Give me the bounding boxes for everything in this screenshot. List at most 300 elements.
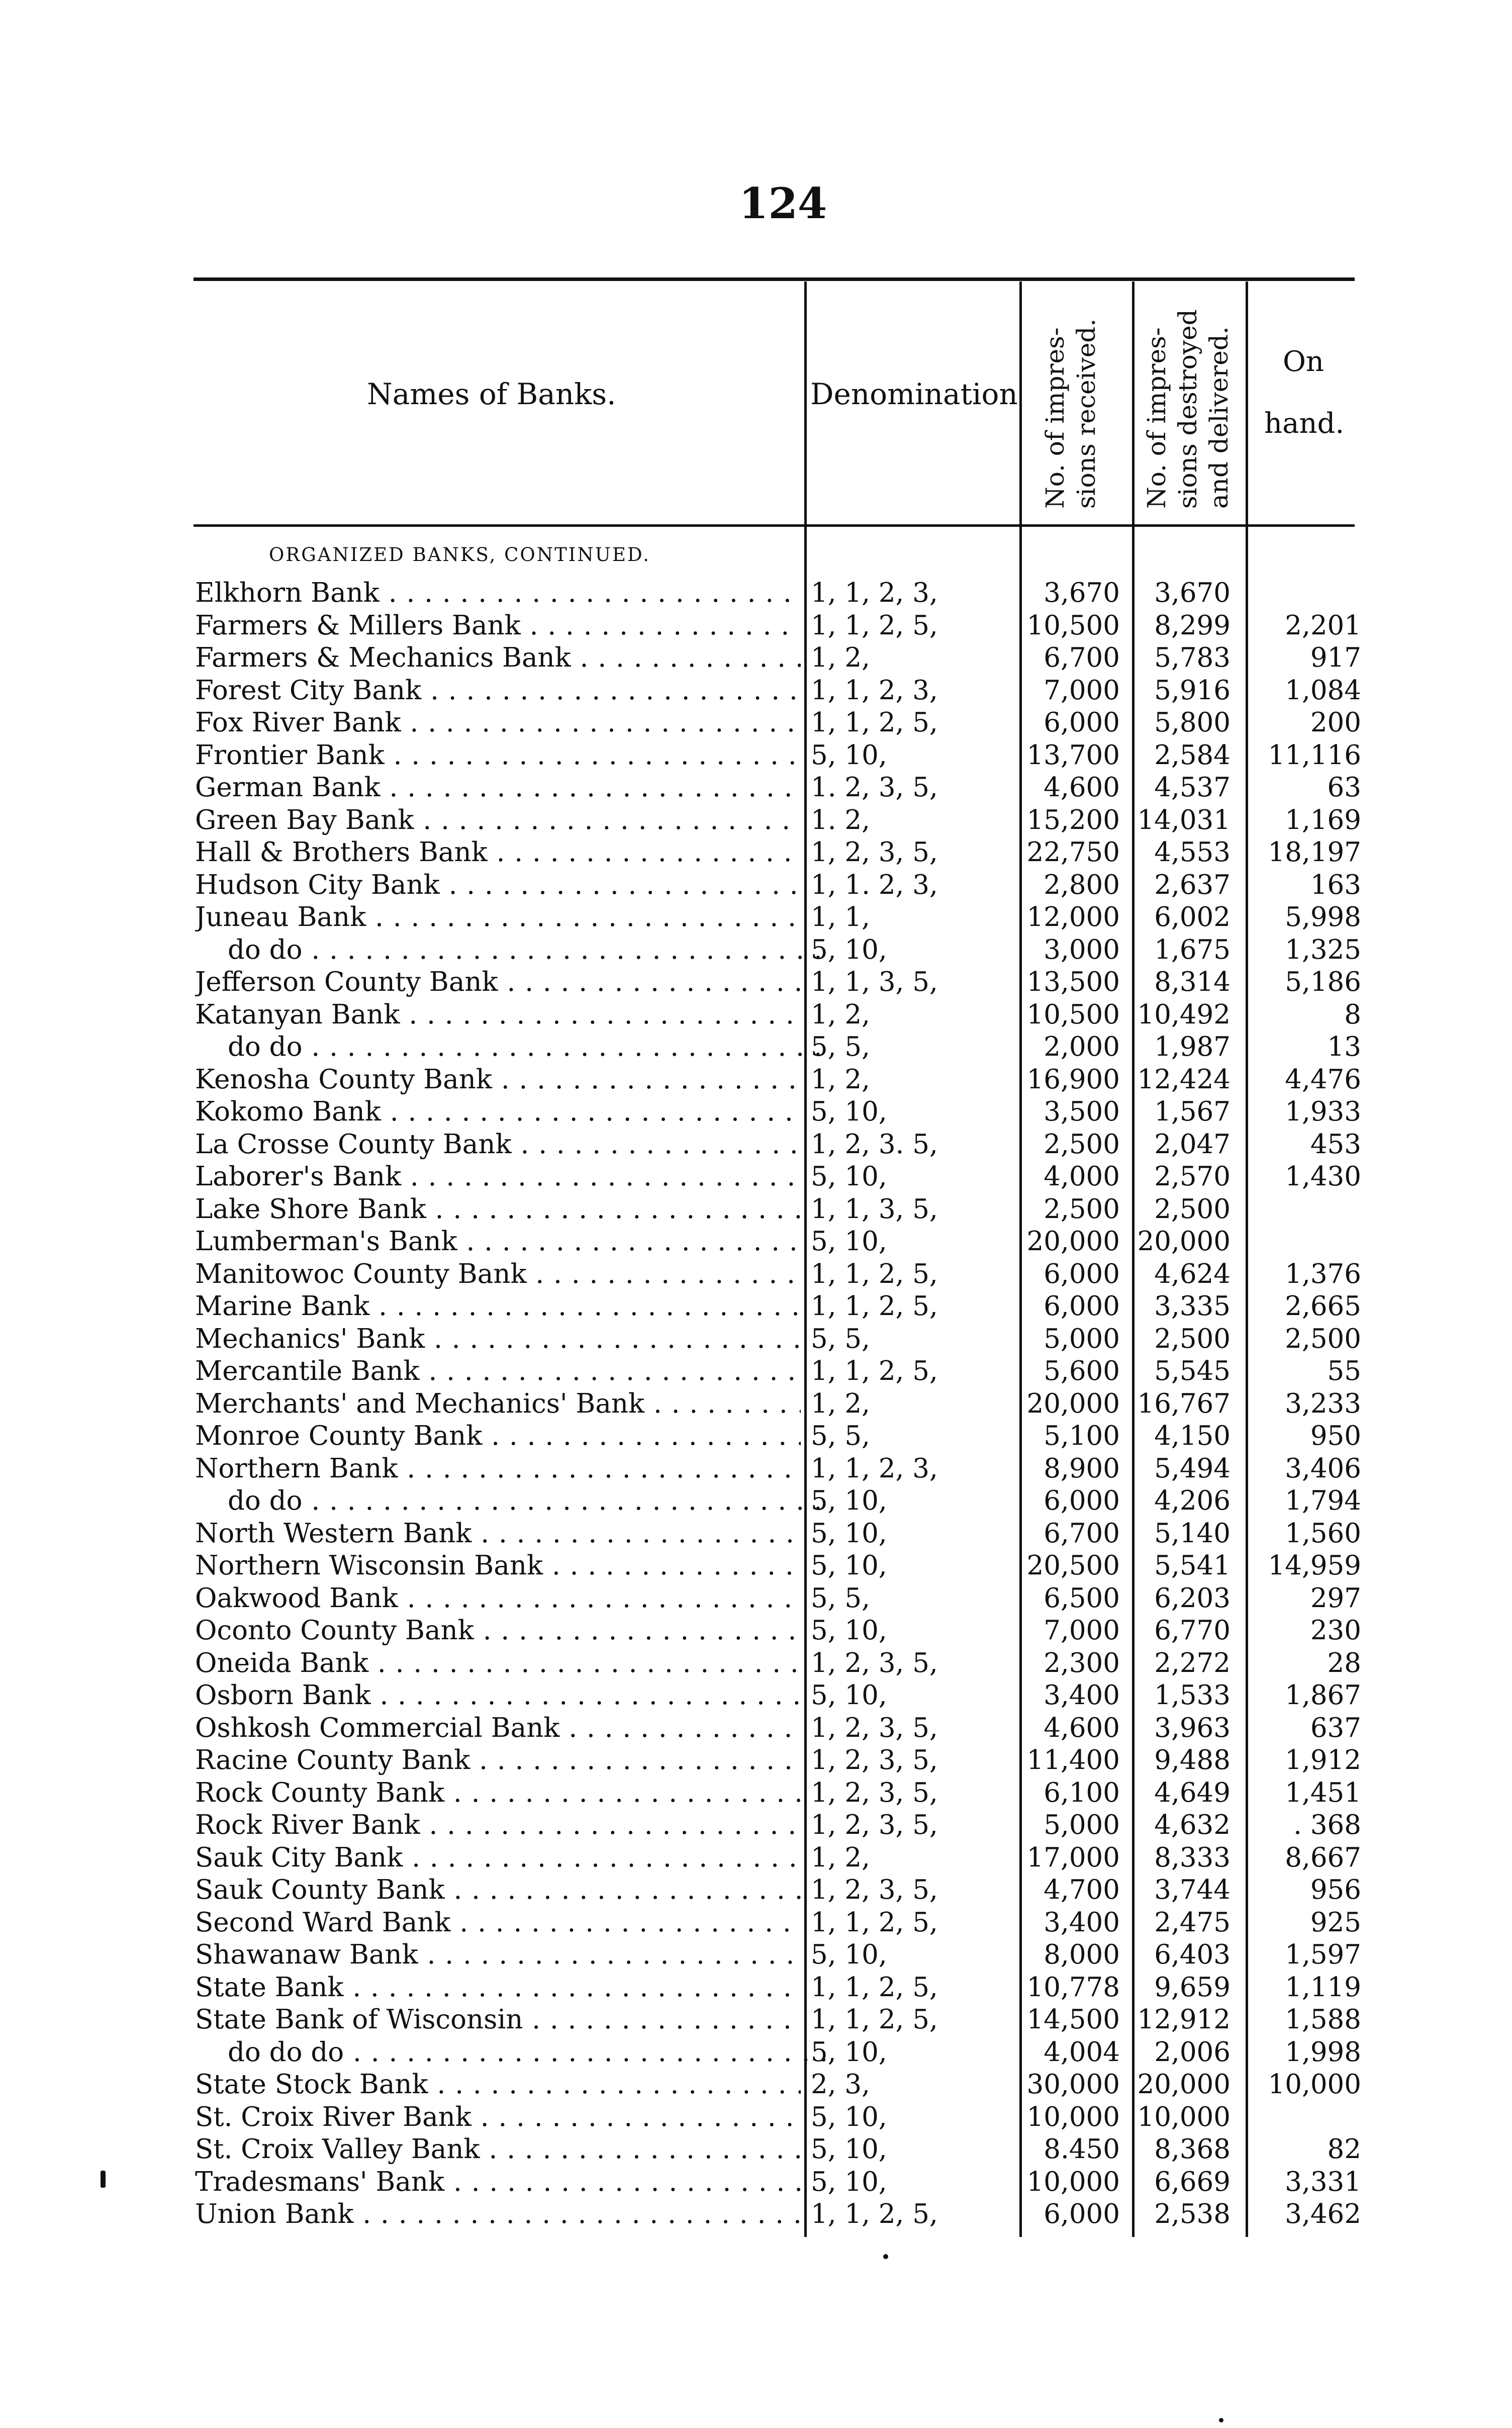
top-rule xyxy=(194,277,1355,281)
bank-name: German Bank . . . xyxy=(195,772,801,804)
received-cell: 5,000 xyxy=(1044,1323,1120,1354)
table-row xyxy=(195,1518,1361,1550)
on-hand-cell: 1,169 xyxy=(1285,804,1361,835)
denomination-cell: 1, 1, 2, 5, xyxy=(811,2004,938,2035)
denomination-cell: 1, 1, 2, 3, xyxy=(811,675,938,706)
table-row xyxy=(195,1615,1361,1647)
bank-name: do do do . . . xyxy=(195,2036,833,2069)
on-hand-cell: 13 xyxy=(1327,1032,1361,1062)
on-hand-cell: 1,597 xyxy=(1285,1939,1361,1970)
table-row xyxy=(195,2133,1361,2166)
bank-name: Juneau Bank . . . xyxy=(195,901,801,933)
denomination-cell: 5, 10, xyxy=(811,1485,887,1516)
received-cell: 3,400 xyxy=(1044,1680,1120,1711)
destroyed-cell: 2,047 xyxy=(1154,1129,1231,1160)
denomination-cell: 1, 1, 2, 3, xyxy=(811,1453,938,1484)
table-row xyxy=(195,1647,1361,1680)
received-cell: 17,000 xyxy=(1026,1842,1120,1873)
bank-name: Fox River Bank . . . xyxy=(195,707,801,739)
table-row xyxy=(195,1842,1361,1875)
bank-name: Manitowoc County Bank . . . xyxy=(195,1258,801,1290)
on-hand-cell: 200 xyxy=(1310,707,1361,738)
table-row xyxy=(195,1744,1361,1777)
bank-name: Mercantile Bank . . . xyxy=(195,1355,801,1387)
on-hand-cell: 917 xyxy=(1310,642,1361,673)
bank-name: Laborer's Bank . . . xyxy=(195,1161,801,1193)
bank-name: Mechanics' Bank . . . xyxy=(195,1323,801,1355)
destroyed-cell: 2,637 xyxy=(1154,869,1231,900)
denomination-cell: 1, 1, 2, 5, xyxy=(811,1972,938,2003)
denomination-cell: 1, 1, xyxy=(811,902,870,932)
header-rule xyxy=(194,524,1355,527)
denomination-cell: 1, 2, 3, 5, xyxy=(811,1777,938,1808)
header-destroyed-line3: and delivered. xyxy=(1204,326,1234,509)
destroyed-cell: 5,800 xyxy=(1154,707,1231,738)
table-row xyxy=(195,2101,1356,2134)
denomination-cell: 1, 2, 3, 5, xyxy=(811,1647,938,1678)
destroyed-cell: 1,675 xyxy=(1154,934,1231,965)
bank-name: State Bank of Wisconsin . . . xyxy=(195,2004,801,2036)
destroyed-cell: 8,333 xyxy=(1154,1842,1231,1873)
table-row xyxy=(195,707,1361,739)
table-row xyxy=(195,934,1361,967)
table-row xyxy=(195,1453,1361,1485)
on-hand-cell: 3,406 xyxy=(1285,1453,1361,1484)
denomination-cell: 1, 1, 2, 5, xyxy=(811,707,938,738)
received-cell: 2,800 xyxy=(1044,869,1120,900)
received-cell: 6,000 xyxy=(1044,1485,1120,1516)
denomination-cell: 1, 1. 2, 3, xyxy=(811,869,938,900)
table-row xyxy=(195,1939,1361,1972)
denomination-cell: 5, 10, xyxy=(811,1550,887,1581)
table-row xyxy=(195,1226,1356,1258)
table-row xyxy=(195,2036,1361,2069)
received-cell: 5,100 xyxy=(1044,1421,1120,1451)
received-cell: 2,300 xyxy=(1044,1647,1120,1678)
table-row xyxy=(195,1031,1361,1064)
on-hand-cell: 8,667 xyxy=(1285,1842,1361,1873)
received-cell: 8,000 xyxy=(1044,1939,1120,1970)
denomination-cell: 1, 2, xyxy=(811,1388,870,1419)
destroyed-cell: 4,624 xyxy=(1154,1258,1231,1289)
header-destroyed-line2: sions destroyed xyxy=(1173,309,1202,509)
received-cell: 5,600 xyxy=(1044,1356,1120,1386)
received-cell: 3,000 xyxy=(1044,934,1120,965)
header-names: Names of Banks. xyxy=(367,377,616,411)
destroyed-cell: 8,299 xyxy=(1154,610,1231,641)
denomination-cell: 1, 1, 2, 5, xyxy=(811,610,938,641)
destroyed-cell: 2,006 xyxy=(1154,2036,1231,2068)
table-row xyxy=(195,869,1361,902)
destroyed-cell: 4,150 xyxy=(1154,1421,1231,1451)
destroyed-cell: 6,002 xyxy=(1154,902,1231,932)
bank-name: State Bank . . . xyxy=(195,1972,801,2004)
received-cell: 6,000 xyxy=(1044,1258,1120,1289)
table-row xyxy=(195,1323,1361,1356)
bank-name: Farmers & Mechanics Bank . . . xyxy=(195,642,801,674)
denomination-cell: 1, 1, 3, 5, xyxy=(811,967,938,997)
on-hand-cell: 453 xyxy=(1310,1129,1361,1160)
bank-name: North Western Bank . . . xyxy=(195,1518,801,1550)
table-row xyxy=(195,1777,1361,1810)
bank-name: Kokomo Bank . . . xyxy=(195,1096,801,1128)
denomination-cell: 5, 10, xyxy=(811,1161,887,1192)
denomination-cell: 5, 5, xyxy=(811,1323,870,1354)
received-cell: 10,778 xyxy=(1026,1972,1120,2003)
denomination-cell: 1, 1, 2, 3, xyxy=(811,578,938,608)
denomination-cell: 1, 2, 3, 5, xyxy=(811,1810,938,1840)
table-row xyxy=(195,2004,1361,2036)
received-cell: 13,500 xyxy=(1026,967,1120,997)
table-row xyxy=(195,1388,1361,1421)
header-denomination: Denomination xyxy=(810,377,1018,411)
bank-name: Sauk County Bank . . . xyxy=(195,1874,801,1906)
destroyed-cell: 2,584 xyxy=(1154,739,1231,771)
header-received xyxy=(1040,319,1102,509)
on-hand-cell: 4,476 xyxy=(1285,1064,1361,1095)
destroyed-cell: 5,140 xyxy=(1154,1518,1231,1549)
print-mark xyxy=(1219,2418,1223,2422)
table-row xyxy=(195,610,1361,642)
table-row xyxy=(195,2198,1361,2231)
on-hand-cell: 925 xyxy=(1310,1907,1361,1938)
destroyed-cell: 5,783 xyxy=(1154,642,1231,673)
denomination-cell: 5, 10, xyxy=(811,2036,887,2068)
bank-name: do do . . . xyxy=(195,1485,833,1517)
on-hand-cell: 1,451 xyxy=(1285,1777,1361,1808)
destroyed-cell: 8,368 xyxy=(1154,2134,1231,2165)
on-hand-cell: 1,560 xyxy=(1285,1518,1361,1549)
denomination-cell: 1, 1, 2, 5, xyxy=(811,1907,938,1938)
received-cell: 8.450 xyxy=(1044,2134,1120,2165)
header-destroyed xyxy=(1141,309,1235,509)
table-row xyxy=(195,772,1361,804)
on-hand-cell: 1,588 xyxy=(1285,2004,1361,2035)
received-cell: 11,400 xyxy=(1026,1745,1120,1776)
denomination-cell: 5, 10, xyxy=(811,1939,887,1970)
on-hand-cell: 1,933 xyxy=(1285,1096,1361,1127)
received-cell: 4,600 xyxy=(1044,772,1120,803)
bank-name: Kenosha County Bank . . . xyxy=(195,1064,801,1096)
table-row xyxy=(195,1712,1361,1745)
on-hand-cell: 18,197 xyxy=(1268,837,1361,868)
received-cell: 4,700 xyxy=(1044,1875,1120,1905)
print-mark xyxy=(883,2254,888,2259)
destroyed-cell: 4,206 xyxy=(1154,1485,1231,1516)
table-row xyxy=(195,2166,1361,2199)
bank-name: Rock County Bank . . . xyxy=(195,1777,801,1809)
header-destroyed-line1: No. of impres- xyxy=(1142,327,1171,509)
on-hand-cell: 637 xyxy=(1310,1712,1361,1743)
denomination-cell: 1, 2, xyxy=(811,1842,870,1873)
destroyed-cell: 16,767 xyxy=(1137,1388,1231,1419)
destroyed-cell: 5,545 xyxy=(1154,1356,1231,1386)
table-row xyxy=(195,1290,1361,1323)
destroyed-cell: 4,632 xyxy=(1154,1810,1231,1840)
bank-name: Oakwood Bank . . . xyxy=(195,1582,801,1615)
on-hand-cell: 1,794 xyxy=(1285,1485,1361,1516)
received-cell: 10,500 xyxy=(1026,999,1120,1030)
destroyed-cell: 5,541 xyxy=(1154,1550,1231,1581)
bank-name: Shawanaw Bank . . . xyxy=(195,1939,801,1971)
table-row xyxy=(195,2069,1361,2101)
on-hand-cell: 1,998 xyxy=(1285,2036,1361,2068)
table-row xyxy=(195,1907,1361,1939)
section-heading: ORGANIZED BANKS, CONTINUED. xyxy=(269,544,651,566)
denomination-cell: 5, 10, xyxy=(811,1226,887,1257)
destroyed-cell: 2,500 xyxy=(1154,1323,1231,1354)
bank-name: Sauk City Bank . . . xyxy=(195,1842,801,1874)
received-cell: 3,500 xyxy=(1044,1096,1120,1127)
received-cell: 14,500 xyxy=(1026,2004,1120,2035)
bank-name: La Crosse County Bank . . . xyxy=(195,1129,801,1161)
bank-name: do do . . . xyxy=(195,934,833,966)
on-hand-cell: 1,376 xyxy=(1285,1258,1361,1289)
destroyed-cell: 4,537 xyxy=(1154,772,1231,803)
bank-name: Farmers & Millers Bank . . . xyxy=(195,610,801,642)
received-cell: 4,004 xyxy=(1044,2036,1120,2068)
header-received-line2: sions received. xyxy=(1072,318,1101,509)
bank-name: Green Bay Bank . . . xyxy=(195,804,801,836)
on-hand-cell: 2,500 xyxy=(1285,1323,1361,1354)
destroyed-cell: 14,031 xyxy=(1137,804,1231,835)
denomination-cell: 1, 2, 3, 5, xyxy=(811,837,938,868)
on-hand-cell: 3,331 xyxy=(1285,2166,1361,2197)
received-cell: 30,000 xyxy=(1026,2069,1120,2100)
denomination-cell: 1. 2, xyxy=(811,804,870,835)
denomination-cell: 5, 10, xyxy=(811,2134,887,2165)
received-cell: 6,700 xyxy=(1044,642,1120,673)
bank-name: Rock River Bank . . . xyxy=(195,1809,801,1841)
denomination-cell: 1, 1, 2, 5, xyxy=(811,1258,938,1289)
table-row xyxy=(195,1193,1356,1226)
denomination-cell: 1, 2, 3, 5, xyxy=(811,1745,938,1776)
denomination-cell: 1, 1, 2, 5, xyxy=(811,1291,938,1322)
destroyed-cell: 9,488 xyxy=(1154,1745,1231,1776)
destroyed-cell: 6,203 xyxy=(1154,1582,1231,1614)
on-hand-cell: 28 xyxy=(1327,1647,1361,1678)
received-cell: 20,000 xyxy=(1026,1226,1120,1257)
received-cell: 2,000 xyxy=(1044,1032,1120,1062)
bank-name: Elkhorn Bank . . . xyxy=(195,577,801,609)
table-row xyxy=(195,577,1356,610)
destroyed-cell: 2,272 xyxy=(1154,1647,1231,1678)
table-row xyxy=(195,966,1361,999)
destroyed-cell: 10,000 xyxy=(1137,2101,1231,2132)
table-row xyxy=(195,1550,1361,1582)
bank-name: Hudson City Bank . . . xyxy=(195,869,801,901)
received-cell: 6,000 xyxy=(1044,707,1120,738)
received-cell: 15,200 xyxy=(1026,804,1120,835)
denomination-cell: 5, 10, xyxy=(811,1096,887,1127)
denomination-cell: 1, 2, xyxy=(811,999,870,1030)
bank-name: Lumberman's Bank . . . xyxy=(195,1226,801,1258)
on-hand-cell: 1,325 xyxy=(1285,934,1361,965)
print-mark xyxy=(101,2171,106,2188)
table-row xyxy=(195,999,1361,1032)
received-cell: 20,500 xyxy=(1026,1550,1120,1581)
received-cell: 3,400 xyxy=(1044,1907,1120,1938)
table-row xyxy=(195,675,1361,707)
denomination-cell: 5, 5, xyxy=(811,1582,870,1614)
bank-name: Oshkosh Commercial Bank . . . xyxy=(195,1712,801,1744)
on-hand-cell: 55 xyxy=(1327,1356,1361,1386)
bank-name: St. Croix Valley Bank . . . xyxy=(195,2133,801,2166)
bank-name: Osborn Bank . . . xyxy=(195,1679,801,1712)
bank-name: St. Croix River Bank . . . xyxy=(195,2101,801,2133)
page-number: 124 xyxy=(739,178,827,228)
denomination-cell: 5, 5, xyxy=(811,1032,870,1062)
destroyed-cell: 2,538 xyxy=(1154,2199,1231,2229)
denomination-cell: 5, 10, xyxy=(811,2101,887,2132)
denomination-cell: 5, 10, xyxy=(811,739,887,771)
table-row xyxy=(195,1420,1361,1453)
destroyed-cell: 20,000 xyxy=(1137,1226,1231,1257)
bank-name: Katanyan Bank . . . xyxy=(195,999,801,1031)
table-row xyxy=(195,1809,1361,1842)
bank-name: Monroe County Bank . . . xyxy=(195,1420,801,1452)
on-hand-cell: 956 xyxy=(1310,1875,1361,1905)
on-hand-cell: 63 xyxy=(1327,772,1361,803)
denomination-cell: 1, 2, 3, 5, xyxy=(811,1712,938,1743)
on-hand-cell: 1,867 xyxy=(1285,1680,1361,1711)
on-hand-cell: 230 xyxy=(1310,1615,1361,1646)
destroyed-cell: 3,670 xyxy=(1154,578,1231,608)
received-cell: 10,000 xyxy=(1026,2101,1120,2132)
destroyed-cell: 1,567 xyxy=(1154,1096,1231,1127)
bank-name: Jefferson County Bank . . . xyxy=(195,966,801,998)
bank-name: Frontier Bank . . . xyxy=(195,739,801,772)
on-hand-cell: 2,665 xyxy=(1285,1291,1361,1322)
denomination-cell: 5, 5, xyxy=(811,1421,870,1451)
bank-name: Racine County Bank . . . xyxy=(195,1744,801,1777)
bank-name: Northern Bank . . . xyxy=(195,1453,801,1485)
table-row xyxy=(195,1258,1361,1291)
bank-name: State Stock Bank . . . xyxy=(195,2069,801,2101)
destroyed-cell: 3,335 xyxy=(1154,1291,1231,1322)
table-row xyxy=(195,1485,1361,1518)
table-row xyxy=(195,1874,1361,1907)
destroyed-cell: 5,916 xyxy=(1154,675,1231,706)
bank-name: do do . . . xyxy=(195,1031,833,1063)
on-hand-cell: 10,000 xyxy=(1268,2069,1361,2100)
table-row xyxy=(195,642,1361,675)
destroyed-cell: 8,314 xyxy=(1154,967,1231,997)
on-hand-cell: . 368 xyxy=(1293,1810,1361,1840)
destroyed-cell: 2,570 xyxy=(1154,1161,1231,1192)
denomination-cell: 1, 1, 2, 5, xyxy=(811,2199,938,2229)
on-hand-cell: 2,201 xyxy=(1285,610,1361,641)
received-cell: 2,500 xyxy=(1044,1129,1120,1160)
denomination-cell: 5, 10, xyxy=(811,1615,887,1646)
denomination-cell: 1, 1, 2, 5, xyxy=(811,1356,938,1386)
table-row xyxy=(195,1972,1361,2004)
received-cell: 12,000 xyxy=(1026,902,1120,932)
received-cell: 22,750 xyxy=(1026,837,1120,868)
bank-name: Forest City Bank . . . xyxy=(195,675,801,707)
destroyed-cell: 20,000 xyxy=(1137,2069,1231,2100)
destroyed-cell: 4,649 xyxy=(1154,1777,1231,1808)
bank-name: Oneida Bank . . . xyxy=(195,1647,801,1679)
table-row xyxy=(195,1064,1361,1096)
bank-name: Marine Bank . . . xyxy=(195,1290,801,1323)
denomination-cell: 5, 10, xyxy=(811,1680,887,1711)
table-row xyxy=(195,1096,1361,1129)
bank-name: Union Bank . . . xyxy=(195,2198,801,2230)
received-cell: 4,600 xyxy=(1044,1712,1120,1743)
table-row xyxy=(195,901,1361,934)
denomination-cell: 1, 2, xyxy=(811,1064,870,1095)
destroyed-cell: 9,659 xyxy=(1154,1972,1231,2003)
denomination-cell: 2, 3, xyxy=(811,2069,870,2100)
on-hand-cell: 950 xyxy=(1310,1421,1361,1451)
received-cell: 6,000 xyxy=(1044,2199,1120,2229)
header-onhand-line1: On xyxy=(1283,345,1324,378)
table-row xyxy=(195,1679,1361,1712)
destroyed-cell: 1,533 xyxy=(1154,1680,1231,1711)
destroyed-cell: 6,770 xyxy=(1154,1615,1231,1646)
denomination-cell: 1, 2, 3, 5, xyxy=(811,1875,938,1905)
denomination-cell: 5, 10, xyxy=(811,2166,887,2197)
received-cell: 13,700 xyxy=(1026,739,1120,771)
denomination-cell: 1, 1, 3, 5, xyxy=(811,1193,938,1225)
table-row xyxy=(195,836,1361,869)
bank-name: Tradesmans' Bank . . . xyxy=(195,2166,801,2198)
on-hand-cell: 3,233 xyxy=(1285,1388,1361,1419)
received-cell: 7,000 xyxy=(1044,1615,1120,1646)
received-cell: 6,500 xyxy=(1044,1582,1120,1614)
on-hand-cell: 297 xyxy=(1310,1582,1361,1614)
bank-name: Northern Wisconsin Bank . . . xyxy=(195,1550,801,1582)
denomination-cell: 5, 10, xyxy=(811,1518,887,1549)
received-cell: 8,900 xyxy=(1044,1453,1120,1484)
on-hand-cell: 5,186 xyxy=(1285,967,1361,997)
table-row xyxy=(195,1355,1361,1388)
header-received-line1: No. of impres- xyxy=(1041,327,1070,509)
destroyed-cell: 12,424 xyxy=(1137,1064,1231,1095)
on-hand-cell: 3,462 xyxy=(1285,2199,1361,2229)
received-cell: 6,700 xyxy=(1044,1518,1120,1549)
destroyed-cell: 5,494 xyxy=(1154,1453,1231,1484)
received-cell: 4,000 xyxy=(1044,1161,1120,1192)
table-row xyxy=(195,1582,1361,1615)
received-cell: 5,000 xyxy=(1044,1810,1120,1840)
on-hand-cell: 11,116 xyxy=(1268,739,1361,771)
received-cell: 6,000 xyxy=(1044,1291,1120,1322)
bank-name: Hall & Brothers Bank . . . xyxy=(195,836,801,869)
table-row xyxy=(195,739,1361,772)
bank-name: Merchants' and Mechanics' Bank . . . xyxy=(195,1388,801,1420)
on-hand-cell: 82 xyxy=(1327,2134,1361,2165)
destroyed-cell: 4,553 xyxy=(1154,837,1231,868)
bank-name: Lake Shore Bank . . . xyxy=(195,1193,801,1226)
received-cell: 7,000 xyxy=(1044,675,1120,706)
destroyed-cell: 3,744 xyxy=(1154,1875,1231,1905)
on-hand-cell: 1,084 xyxy=(1285,675,1361,706)
header-onhand-line2: hand. xyxy=(1264,407,1345,440)
received-cell: 20,000 xyxy=(1026,1388,1120,1419)
received-cell: 6,100 xyxy=(1044,1777,1120,1808)
destroyed-cell: 2,475 xyxy=(1154,1907,1231,1938)
on-hand-cell: 8 xyxy=(1344,999,1361,1030)
received-cell: 10,500 xyxy=(1026,610,1120,641)
received-cell: 2,500 xyxy=(1044,1193,1120,1225)
on-hand-cell: 1,119 xyxy=(1285,1972,1361,2003)
received-cell: 10,000 xyxy=(1026,2166,1120,2197)
table-row xyxy=(195,1129,1361,1161)
destroyed-cell: 1,987 xyxy=(1154,1032,1231,1062)
destroyed-cell: 12,912 xyxy=(1137,2004,1231,2035)
